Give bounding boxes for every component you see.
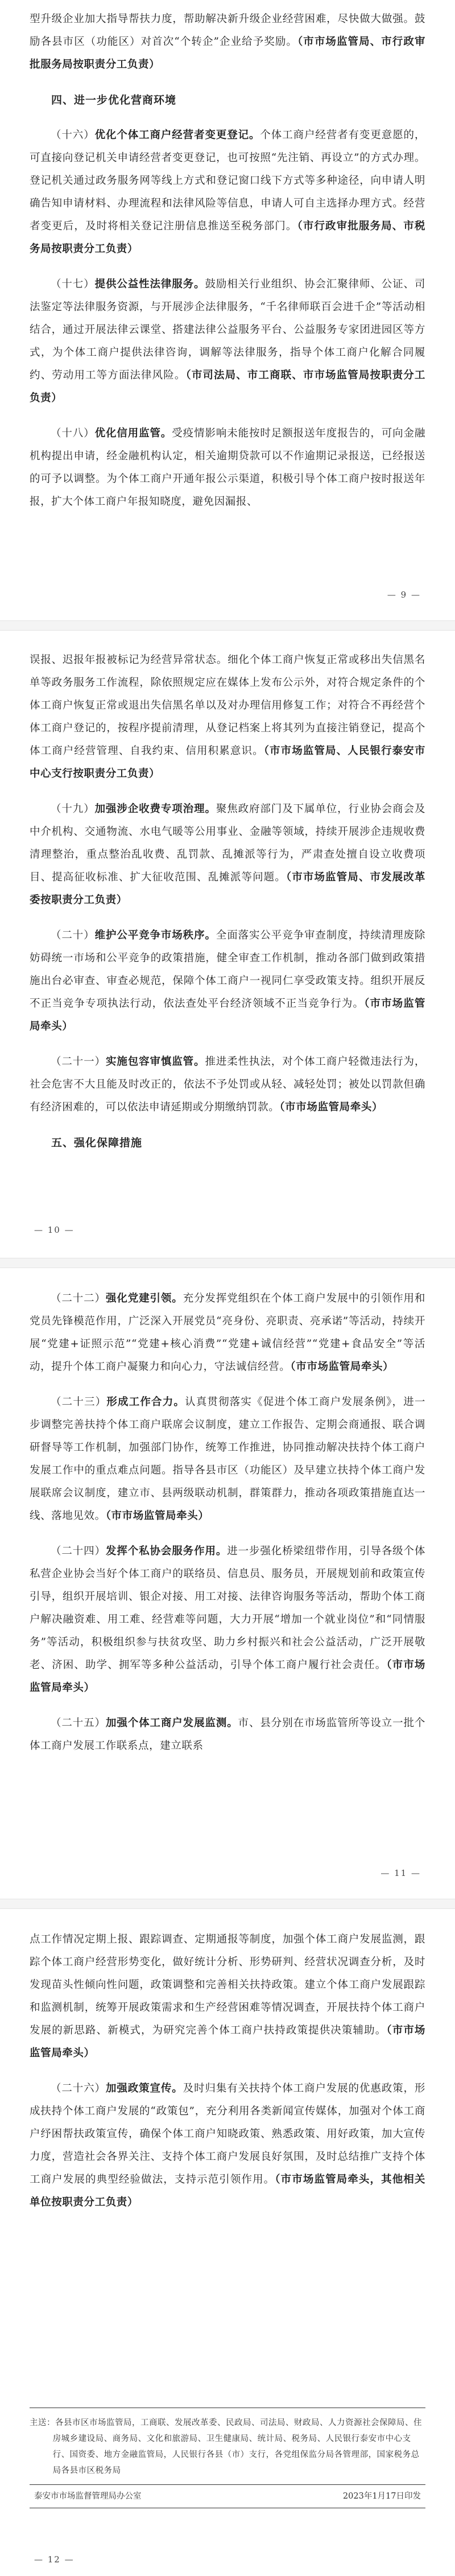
clause-23: （二十三）形成工作合力。认真贯彻落实《促进个体工商户发展条例》，进一步调整完善扶持个体工商户联席会议制度，建立工作报告、定期会商通报、联合调研督导等工作机制，加强部门协作，统筹工作推进，协同推动解决扶持个体工商户发展工作中的重点难点问题。指导各县市区（功能区）及早建立扶持个体工商户发展联席会议制度，建立市、县两级联动机制，群策群力，推动各项政策措施直达一线、落地见效。（市市场监管局牵头） <box>30 1396 425 1522</box>
page-number: — 12 — <box>34 2554 75 2565</box>
page-9 <box>0 8 455 526</box>
clause-19: （十九）加强涉企收费专项治理。聚焦政府部门及下属单位，行业协会商会及中介机构、交通物流、水电气暖等公用事业、金融等领域，持续开展涉企违规收费清理整治，重点整治乱收费、乱罚款、乱摊派等行为，严肃查处擅自设立收费项目、提高征收标准、扩大征收范围、乱摊派等问题。（市市场监管局、市发展改革委按职责分工负责） <box>30 803 425 906</box>
page-separator <box>0 1899 455 1909</box>
clause-24: （二十四）发挥个私协会服务作用。进一步强化桥梁纽带作用，引导各级个体私营企业协会当好个体工商户的联络员、信息员、服务员，开展规划前和政策宣传引导，组织开展培训、银企对接、用工对接、法律咨询服务等活动，帮助个体工商户解决融资难、用工难、经营难等问题，大力开展“增加一个就业岗位”和“同情服务”等活动，积极组织参与扶贫攻坚、助力乡村振兴和社会公益活动，广泛开展敬老、济困、助学、拥军等多种公益活动，引导个体工商户履行社会责任。（市市场监管局牵头） <box>30 1545 426 1694</box>
page-11 <box>0 1287 455 1770</box>
paragraph: 点工作情况定期上报、跟踪调查、定期通报等制度，加强个体工商户发展监测，跟踪个体工商户经营形势变化，做好统计分析、形势研判、经营状况调查分析，及时发现苗头性倾向性问题，政策调整和完善相关扶持政策。建立个体工商户发展跟踪和监测机制，统筹开展政策需求和生产经营困难等情况调查，开展扶持个体工商户发展的新思路、新模式，为研究完善个体工商户扶持政策提供决策辅助。（市市场监管局牵头） <box>30 1933 426 2059</box>
clause-18: （十八）优化信用监管。受疫情影响未能按时足额报送年度报告的，可向金融机构提出申请，经金融机构认定，相关逾期贷款可以不作逾期记录报送，已经报送的可予以调整。为个体工商户开通年报公示渠道，积极引导个体工商户按时报送年报，扩大个体工商户年报知晓度，避免因漏报、 <box>30 427 425 508</box>
page-number: — 10 — <box>34 1225 75 1235</box>
page-separator <box>0 1258 455 1268</box>
section-heading: 五、强化保障措施 <box>51 1137 143 1149</box>
clause-25: （二十五）加强个体工商户发展监测。市、县分别在市场监管所等设立一批个体工商户发展工作联系点，建立联系 <box>30 1717 425 1752</box>
issue-date: 2023年1月17日印发 <box>342 2492 421 2501</box>
issuer-name: 泰安市市场监督管理局办公室 <box>34 2492 142 2501</box>
paragraph: 误报、迟报年报被标记为经营异常状态。细化个体工商户恢复正常或移出失信黑名单等政务服务工作流程，除依照规定应在媒体上发布公示外，对符合规定条件的个体工商户恢复正常或退出失信黑名单以及对办理信用修复工作；对符合不再经营个体工商户登记的，按程序提前清理，从登记档案上将其列为直接注销登记，提高个体工商户经营管理、自我约束、信用积累意识。（市市场监管局、人民银行泰安市中心支行按职责分工负责） <box>30 654 425 780</box>
clause-21: （二十一）实施包容审慎监管。推进柔性执法，对个体工商户轻微违法行为，社会危害不大且能及时改正的，依法不予处罚或从轻、减轻处罚；被处以罚款但确有经济困难的，可以依法申请延期或分期缴纳罚款。（市市场监管局牵头） <box>30 1056 425 1113</box>
issuer-line <box>30 2489 425 2503</box>
paragraph: 型升级企业加大指导帮扶力度，帮助解决新升级企业经营困难，尽快做大做强。鼓励各县市区（功能区）对首次“个转企”企业给予奖励。（市市场监管局、市行政审批服务局按职责分工负责） <box>30 13 425 71</box>
document-footer <box>30 2408 425 2508</box>
clause-26: （二十六）加强政策宣传。及时归集有关扶持个体工商户发展的优惠政策，形成扶持个体工商户发展的“政策包”，充分利用各类新闻宣传媒体，加强对个体工商户纾困帮扶政策宣传，确保个体工商户知晓政策、熟悉政策、用好政策，加大宣传力度，营造社会各界关注、支持个体工商户发展良好氛围，及时总结推广支持个体工商户发展的典型经验做法，支持示范引领作用。（市市场监管局牵头，其他相关单位按职责分工负责） <box>30 2083 426 2208</box>
section-heading: 四、进一步优化营商环境 <box>51 94 177 106</box>
page-number: — 11 — <box>380 1868 421 1878</box>
clause-17: （十七）提供公益性法律服务。鼓励相关行业组织、协会汇聚律师、公证、司法鉴定等法律服务资源，与开展涉企法律服务，“千名律师联百会进千企”等活动相结合，通过开展法律云课堂、搭建法律公益服务平台、公益服务专家团进园区等方式，为个体工商户提供法律咨询，调解等法律服务，指导个体工商户化解合同履约、劳动用工等方面法律风险。（市司法局、市工商联、市市场监管局按职责分工负责） <box>30 278 426 404</box>
footer-rule <box>30 2484 425 2485</box>
clause-22: （二十二）强化党建引领。充分发挥党组织在个体工商户发展中的引领作用和党员先锋模范作用，广泛深入开展党员“亮身份、亮职责、亮承诺”等活动，持续开展“党建+证照示范”“党建+核心消费”“党建+诚信经营”“党建+食品安全”等活动，提升个体工商户凝聚力和向心力，守法诚信经营。（市市场监管局牵头） <box>30 1293 425 1373</box>
clause-20: （二十）维护公平竞争市场秩序。全面落实公平竞争审查制度，持续清理废除妨碍统一市场和公平竞争的政策措施，健全审查工作机制，推动各部门做到政策措施出台必审查、审查必规范，保障个体工商户一视同仁享受政策支持。组织开展反不正当竞争专项执法行动，依法查处平台经济领域不正当竞争行为。（市市场监管局牵头） <box>30 929 425 1032</box>
page-number: — 9 — <box>387 590 421 600</box>
clause-16: （十六）优化个体工商户经营者变更登记。个体工商户经营者有变更意愿的，可直接向登记机关申请经营者变更登记，也可按照“先注销、再设立”的方式办理。登记机关通过政务服务网等线上方式和登记窗口线下方式等多种途径，向申请人明确告知申请材料、办理流程和法律风险等信息，申请人可自主选择办理方式。经营者变更后，及时将相关登记注册信息推送至税务部门。（市行政审批服务局、市税务局按职责分工负责） <box>30 129 425 255</box>
distribution-list: 主送：各县市区市场监管局，工商联、发展改革委、民政局、司法局、财政局、人力资源社会保障局、住房城乡建设局、商务局、文化和旅游局、卫生健康局、统计局、税务局、人民银行泰安市中心支行、国资委、地方金融监管局，人民银行各县（市）支行，各党组保监分局各管理部，国家税务总局各县市区税务局 <box>30 2418 422 2475</box>
page-separator <box>0 620 455 631</box>
page-12 <box>0 1928 455 2227</box>
page-10 <box>0 649 455 1167</box>
